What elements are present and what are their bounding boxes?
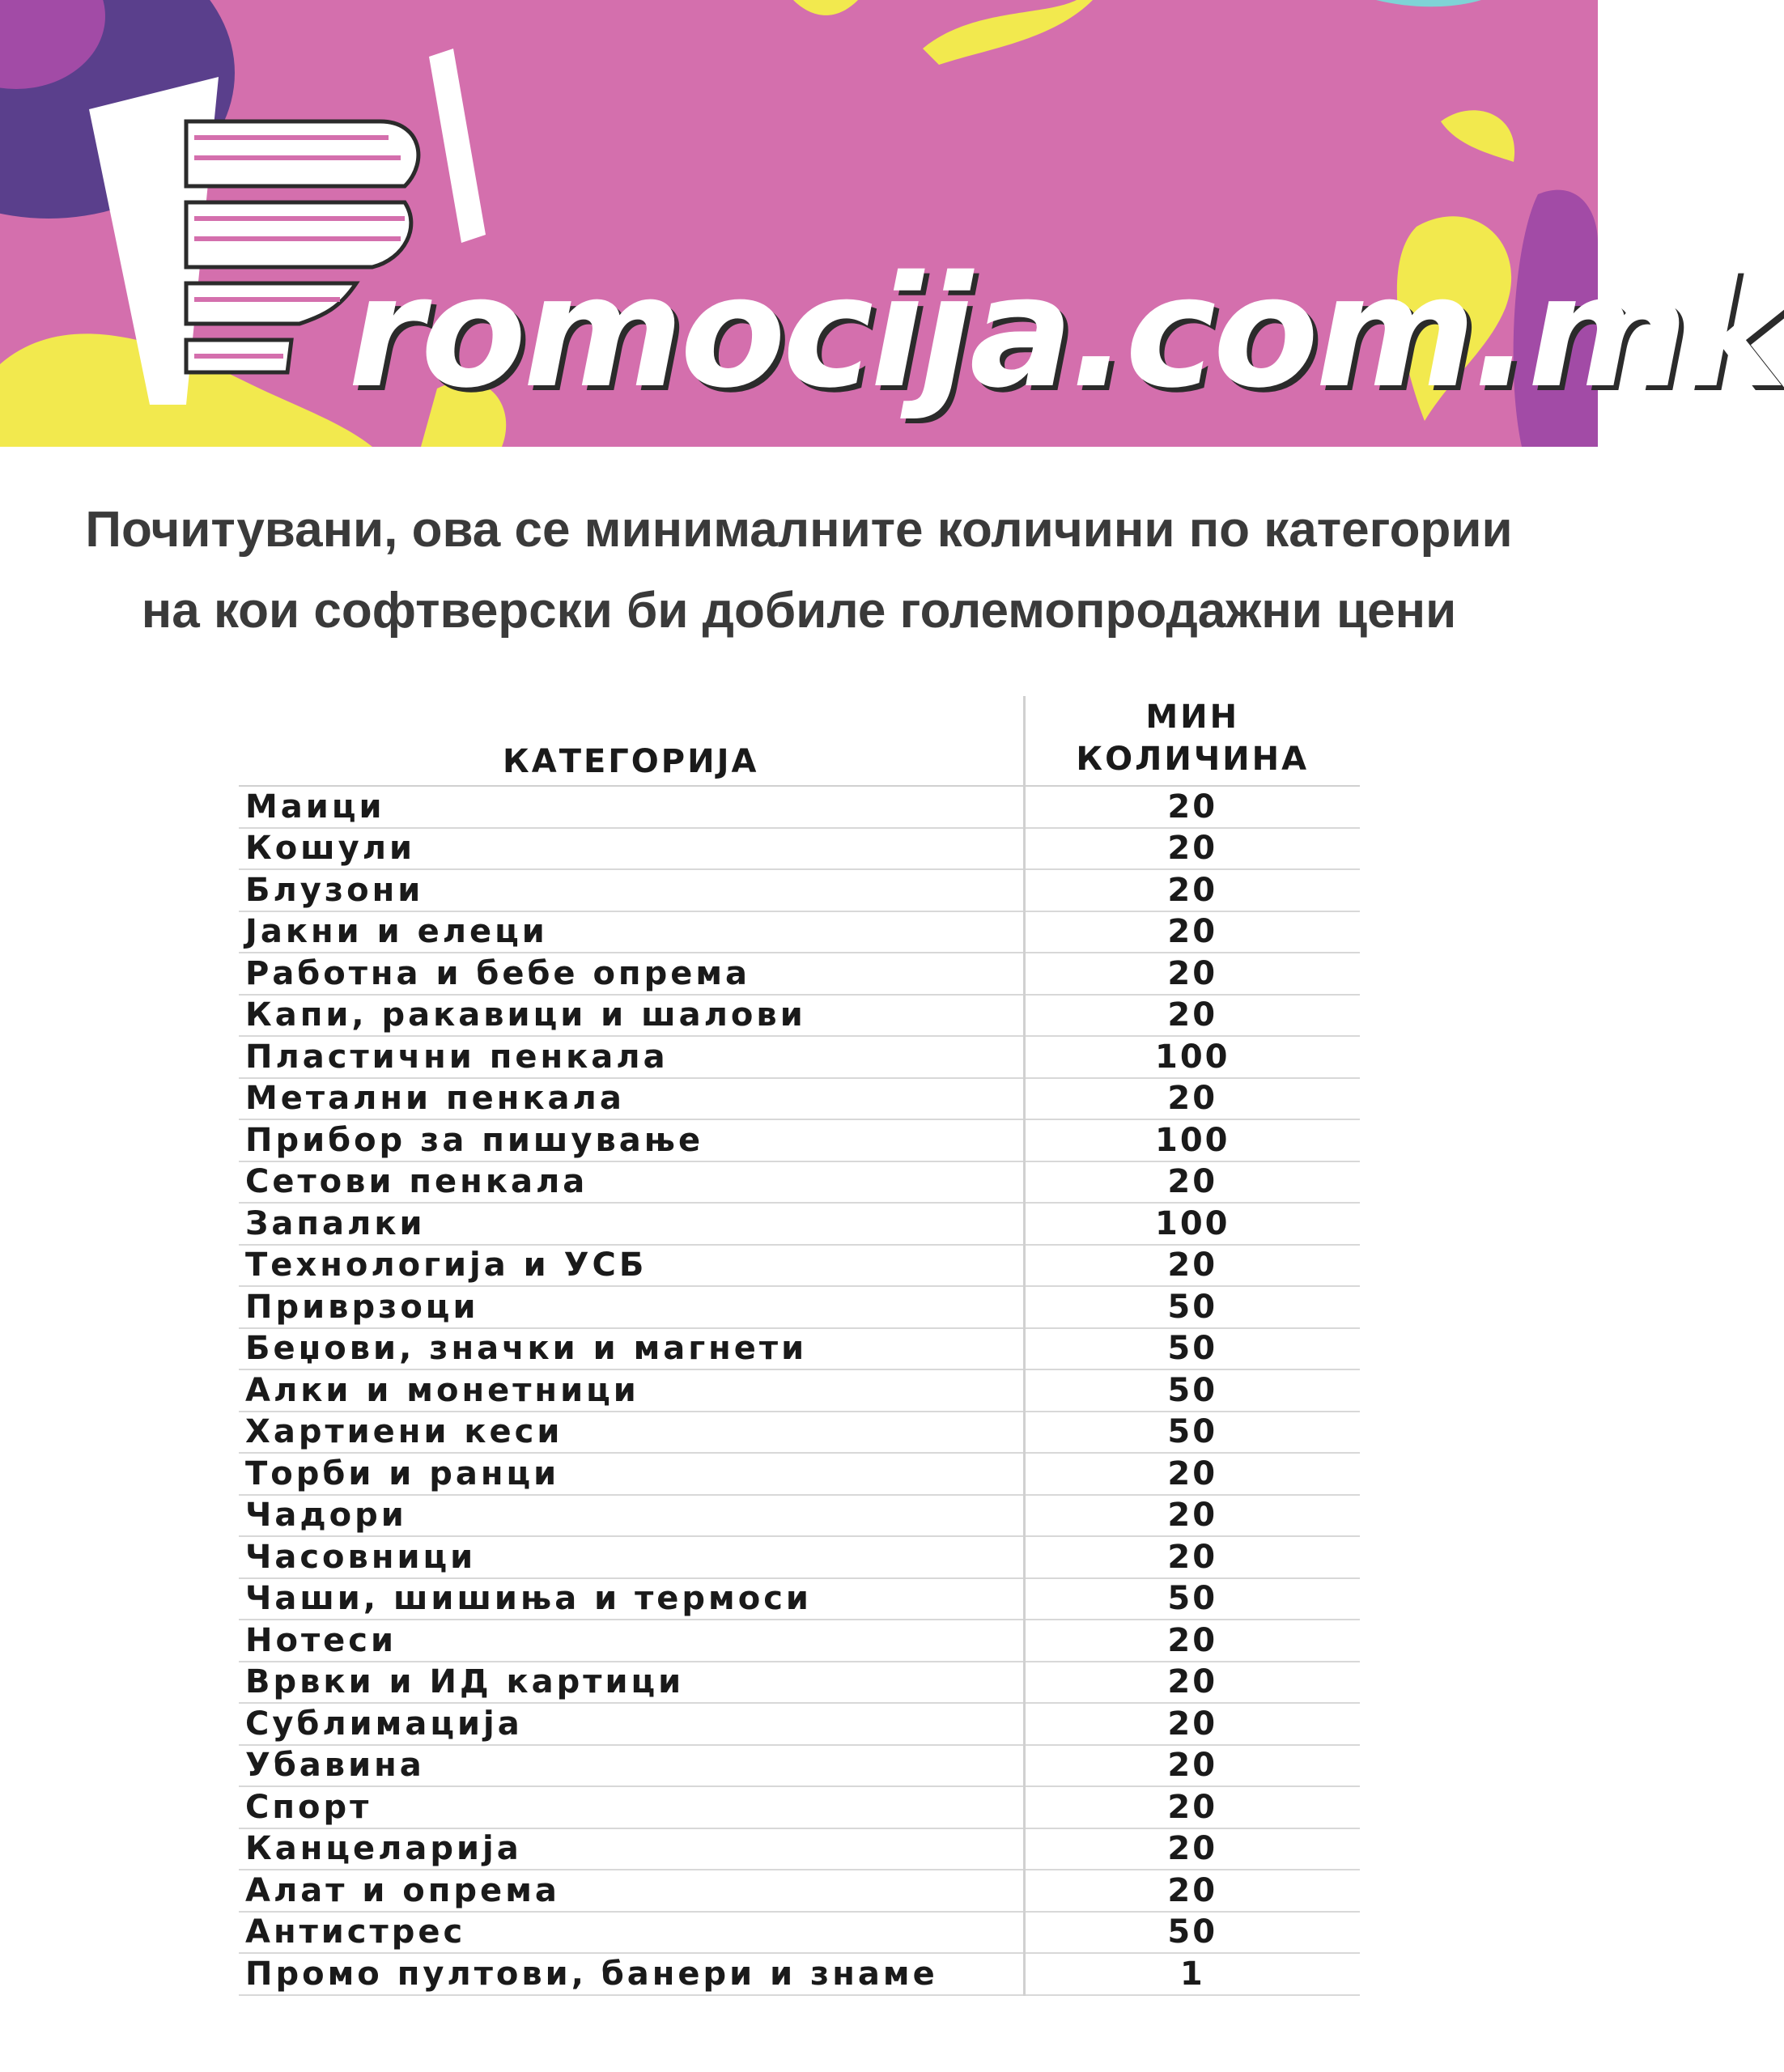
logo-wordmark: romocija.com.mk [348, 243, 1784, 422]
table-row [239, 1161, 1360, 1204]
category-cell: Торби и ранци [239, 1453, 1024, 1495]
quantity-cell: 50 [1024, 1369, 1360, 1412]
table-row [239, 1745, 1360, 1787]
header-banner [0, 0, 1784, 447]
category-cell: Канцеларија [239, 1828, 1024, 1870]
page-heading [0, 490, 1598, 652]
category-cell: Спорт [239, 1786, 1024, 1828]
table-row [239, 1412, 1360, 1454]
quantity-cell: 50 [1024, 1412, 1360, 1454]
category-cell: Промо пултови, банери и знаме [239, 1953, 1024, 1995]
category-cell: Нотеси [239, 1620, 1024, 1662]
table-row [239, 1369, 1360, 1412]
table-row [239, 1328, 1360, 1370]
table-body [239, 786, 1360, 1995]
table-row [239, 1078, 1360, 1120]
table-row [239, 1786, 1360, 1828]
table-row [239, 1495, 1360, 1537]
quantity-cell: 20 [1024, 1078, 1360, 1120]
quantity-column-header [1024, 696, 1360, 786]
category-cell: Убавина [239, 1745, 1024, 1787]
min-quantity-table [239, 696, 1360, 1996]
quantity-cell: 20 [1024, 1495, 1360, 1537]
table-row [239, 1703, 1360, 1745]
category-cell: Запалки [239, 1203, 1024, 1245]
quantity-cell: 20 [1024, 1745, 1360, 1787]
quantity-cell: 50 [1024, 1578, 1360, 1620]
quantity-cell: 20 [1024, 911, 1360, 953]
category-cell: Маици [239, 786, 1024, 828]
category-cell: Алат и опрема [239, 1870, 1024, 1912]
category-cell: Алки и монетници [239, 1369, 1024, 1412]
category-cell: Сетови пенкала [239, 1161, 1024, 1204]
category-column-header: КАТЕГОРИЈА [239, 696, 1024, 786]
table-row [239, 1536, 1360, 1578]
table-row [239, 1578, 1360, 1620]
heading-line-2: на кои софтверски би добиле големопродажни цени [141, 583, 1457, 639]
table-row [239, 1953, 1360, 1995]
table-row [239, 1036, 1360, 1078]
category-cell: Чадори [239, 1495, 1024, 1537]
category-cell: Работна и бебе опрема [239, 953, 1024, 995]
category-cell: Сублимација [239, 1703, 1024, 1745]
quantity-cell: 20 [1024, 1453, 1360, 1495]
heading-line-1: Почитувани, ова се минималните количини по категории [85, 502, 1513, 558]
table-row [239, 1286, 1360, 1328]
category-cell: Беџови, значки и магнети [239, 1328, 1024, 1370]
category-cell: Блузони [239, 869, 1024, 911]
quantity-cell: 20 [1024, 1828, 1360, 1870]
category-cell: Кошули [239, 828, 1024, 870]
quantity-cell: 20 [1024, 1536, 1360, 1578]
quantity-cell: 20 [1024, 1620, 1360, 1662]
quantity-cell: 20 [1024, 1662, 1360, 1704]
table-row [239, 828, 1360, 870]
category-cell: Чаши, шишиња и термоси [239, 1578, 1024, 1620]
quantity-header-line-1: МИН [1145, 698, 1240, 736]
table-row [239, 1912, 1360, 1954]
quantity-cell: 20 [1024, 1245, 1360, 1287]
category-cell: Пластични пенкала [239, 1036, 1024, 1078]
quantity-cell: 20 [1024, 1161, 1360, 1204]
quantity-cell: 20 [1024, 1786, 1360, 1828]
category-cell: Капи, ракавици и шалови [239, 995, 1024, 1037]
table-row [239, 1828, 1360, 1870]
quantity-cell: 50 [1024, 1286, 1360, 1328]
quantity-cell: 100 [1024, 1036, 1360, 1078]
quantity-cell: 20 [1024, 1703, 1360, 1745]
category-cell: Метални пенкала [239, 1078, 1024, 1120]
quantity-cell: 100 [1024, 1203, 1360, 1245]
category-cell: Врвки и ИД картици [239, 1662, 1024, 1704]
table-row [239, 1662, 1360, 1704]
quantity-cell: 20 [1024, 869, 1360, 911]
table-row [239, 1119, 1360, 1161]
table-row [239, 869, 1360, 911]
quantity-cell: 20 [1024, 995, 1360, 1037]
table-row [239, 1453, 1360, 1495]
category-cell: Технологија и УСБ [239, 1245, 1024, 1287]
category-cell: Јакни и елеци [239, 911, 1024, 953]
table-row [239, 1870, 1360, 1912]
category-cell: Антистрес [239, 1912, 1024, 1954]
quantity-header-line-2: КОЛИЧИНА [1076, 741, 1310, 778]
quantity-cell: 20 [1024, 953, 1360, 995]
table-row [239, 1620, 1360, 1662]
table-row [239, 1245, 1360, 1287]
table-row [239, 786, 1360, 828]
table-header-row [239, 696, 1360, 786]
quantity-cell: 50 [1024, 1328, 1360, 1370]
quantity-cell: 20 [1024, 1870, 1360, 1912]
table-row [239, 953, 1360, 995]
category-cell: Прибор за пишување [239, 1119, 1024, 1161]
category-cell: Приврзоци [239, 1286, 1024, 1328]
quantity-cell: 1 [1024, 1953, 1360, 1995]
category-cell: Часовници [239, 1536, 1024, 1578]
quantity-cell: 50 [1024, 1912, 1360, 1954]
table-row [239, 911, 1360, 953]
table-row [239, 1203, 1360, 1245]
quantity-cell: 100 [1024, 1119, 1360, 1161]
quantity-cell: 20 [1024, 786, 1360, 828]
quantity-cell: 20 [1024, 828, 1360, 870]
category-cell: Хартиени кеси [239, 1412, 1024, 1454]
table-row [239, 995, 1360, 1037]
